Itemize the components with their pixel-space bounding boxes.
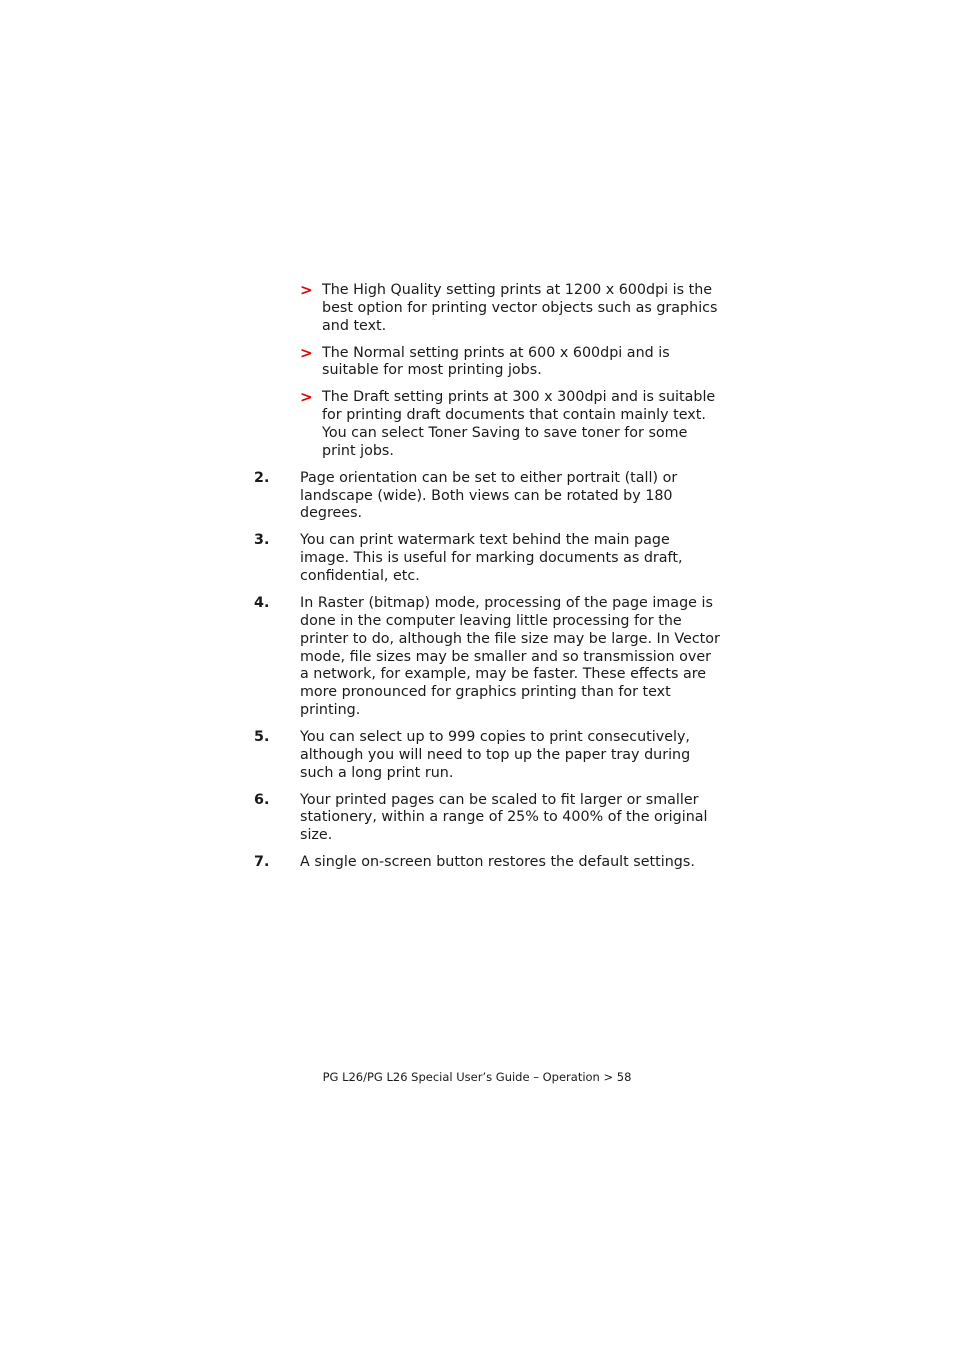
numbered-item [254, 854, 722, 872]
item-text: You can print watermark text behind the main page image. This is useful for marking documents as draft, confidential, etc. [300, 532, 683, 585]
bullet-arrow-icon: > [300, 388, 313, 407]
page-footer: PG L26/PG L26 Special User’s Guide – Operation > 58 [322, 1070, 632, 1084]
item-text: In Raster (bitmap) mode, processing of the page image is done in the computer leaving little processing for the printer to do, although the file size may be large. In Vector mode, file sizes may be smaller and so transmission over a network, for example, may be faster. These effects are more pronounced for graphics printing than for text printing. [300, 595, 720, 718]
item-number: 3. [254, 532, 270, 549]
numbered-item [254, 728, 722, 782]
bullet-arrow-icon: > [300, 281, 313, 299]
bullet-text: The Draft setting prints at 300 x 300dpi and is suitable for printing draft documents that contain mainly text. You can select Toner Saving to save toner for some print jobs. [322, 389, 716, 459]
bullet-text: The High Quality setting prints at 1200 x 600dpi is the best option for printing vector objects such as graphics and text. [322, 282, 718, 334]
item-number: 4. [254, 595, 270, 612]
page-content [0, 282, 954, 881]
item-number: 6. [254, 791, 270, 808]
list-item [300, 343, 722, 381]
item-number: 5. [254, 728, 270, 745]
numbered-item [254, 595, 722, 720]
item-text: Your printed pages can be scaled to fit larger or smaller stationery, within a range of 25% to 400% of the original size. [300, 791, 708, 844]
numbered-item [254, 791, 722, 845]
item-number: 7. [254, 854, 270, 871]
feature-list [0, 470, 954, 872]
numbered-item [254, 532, 722, 585]
list-item [300, 281, 722, 335]
bullet-arrow-icon: > [300, 343, 313, 362]
item-number: 2. [254, 469, 270, 486]
item-text: You can select up to 999 copies to print consecutively, although you will need to top up the paper tray during such a long print run. [300, 728, 691, 781]
item-text: Page orientation can be set to either portrait (tall) or landscape (wide). Both views can be rotated by 180 degrees. [300, 469, 678, 522]
item-text: A single on-screen button restores the default settings. [300, 854, 695, 871]
list-item [300, 388, 722, 460]
bullet-text: The Normal setting prints at 600 x 600dpi and is suitable for most printing jobs. [322, 344, 670, 379]
numbered-item [254, 469, 722, 523]
quality-settings-list [0, 282, 954, 461]
